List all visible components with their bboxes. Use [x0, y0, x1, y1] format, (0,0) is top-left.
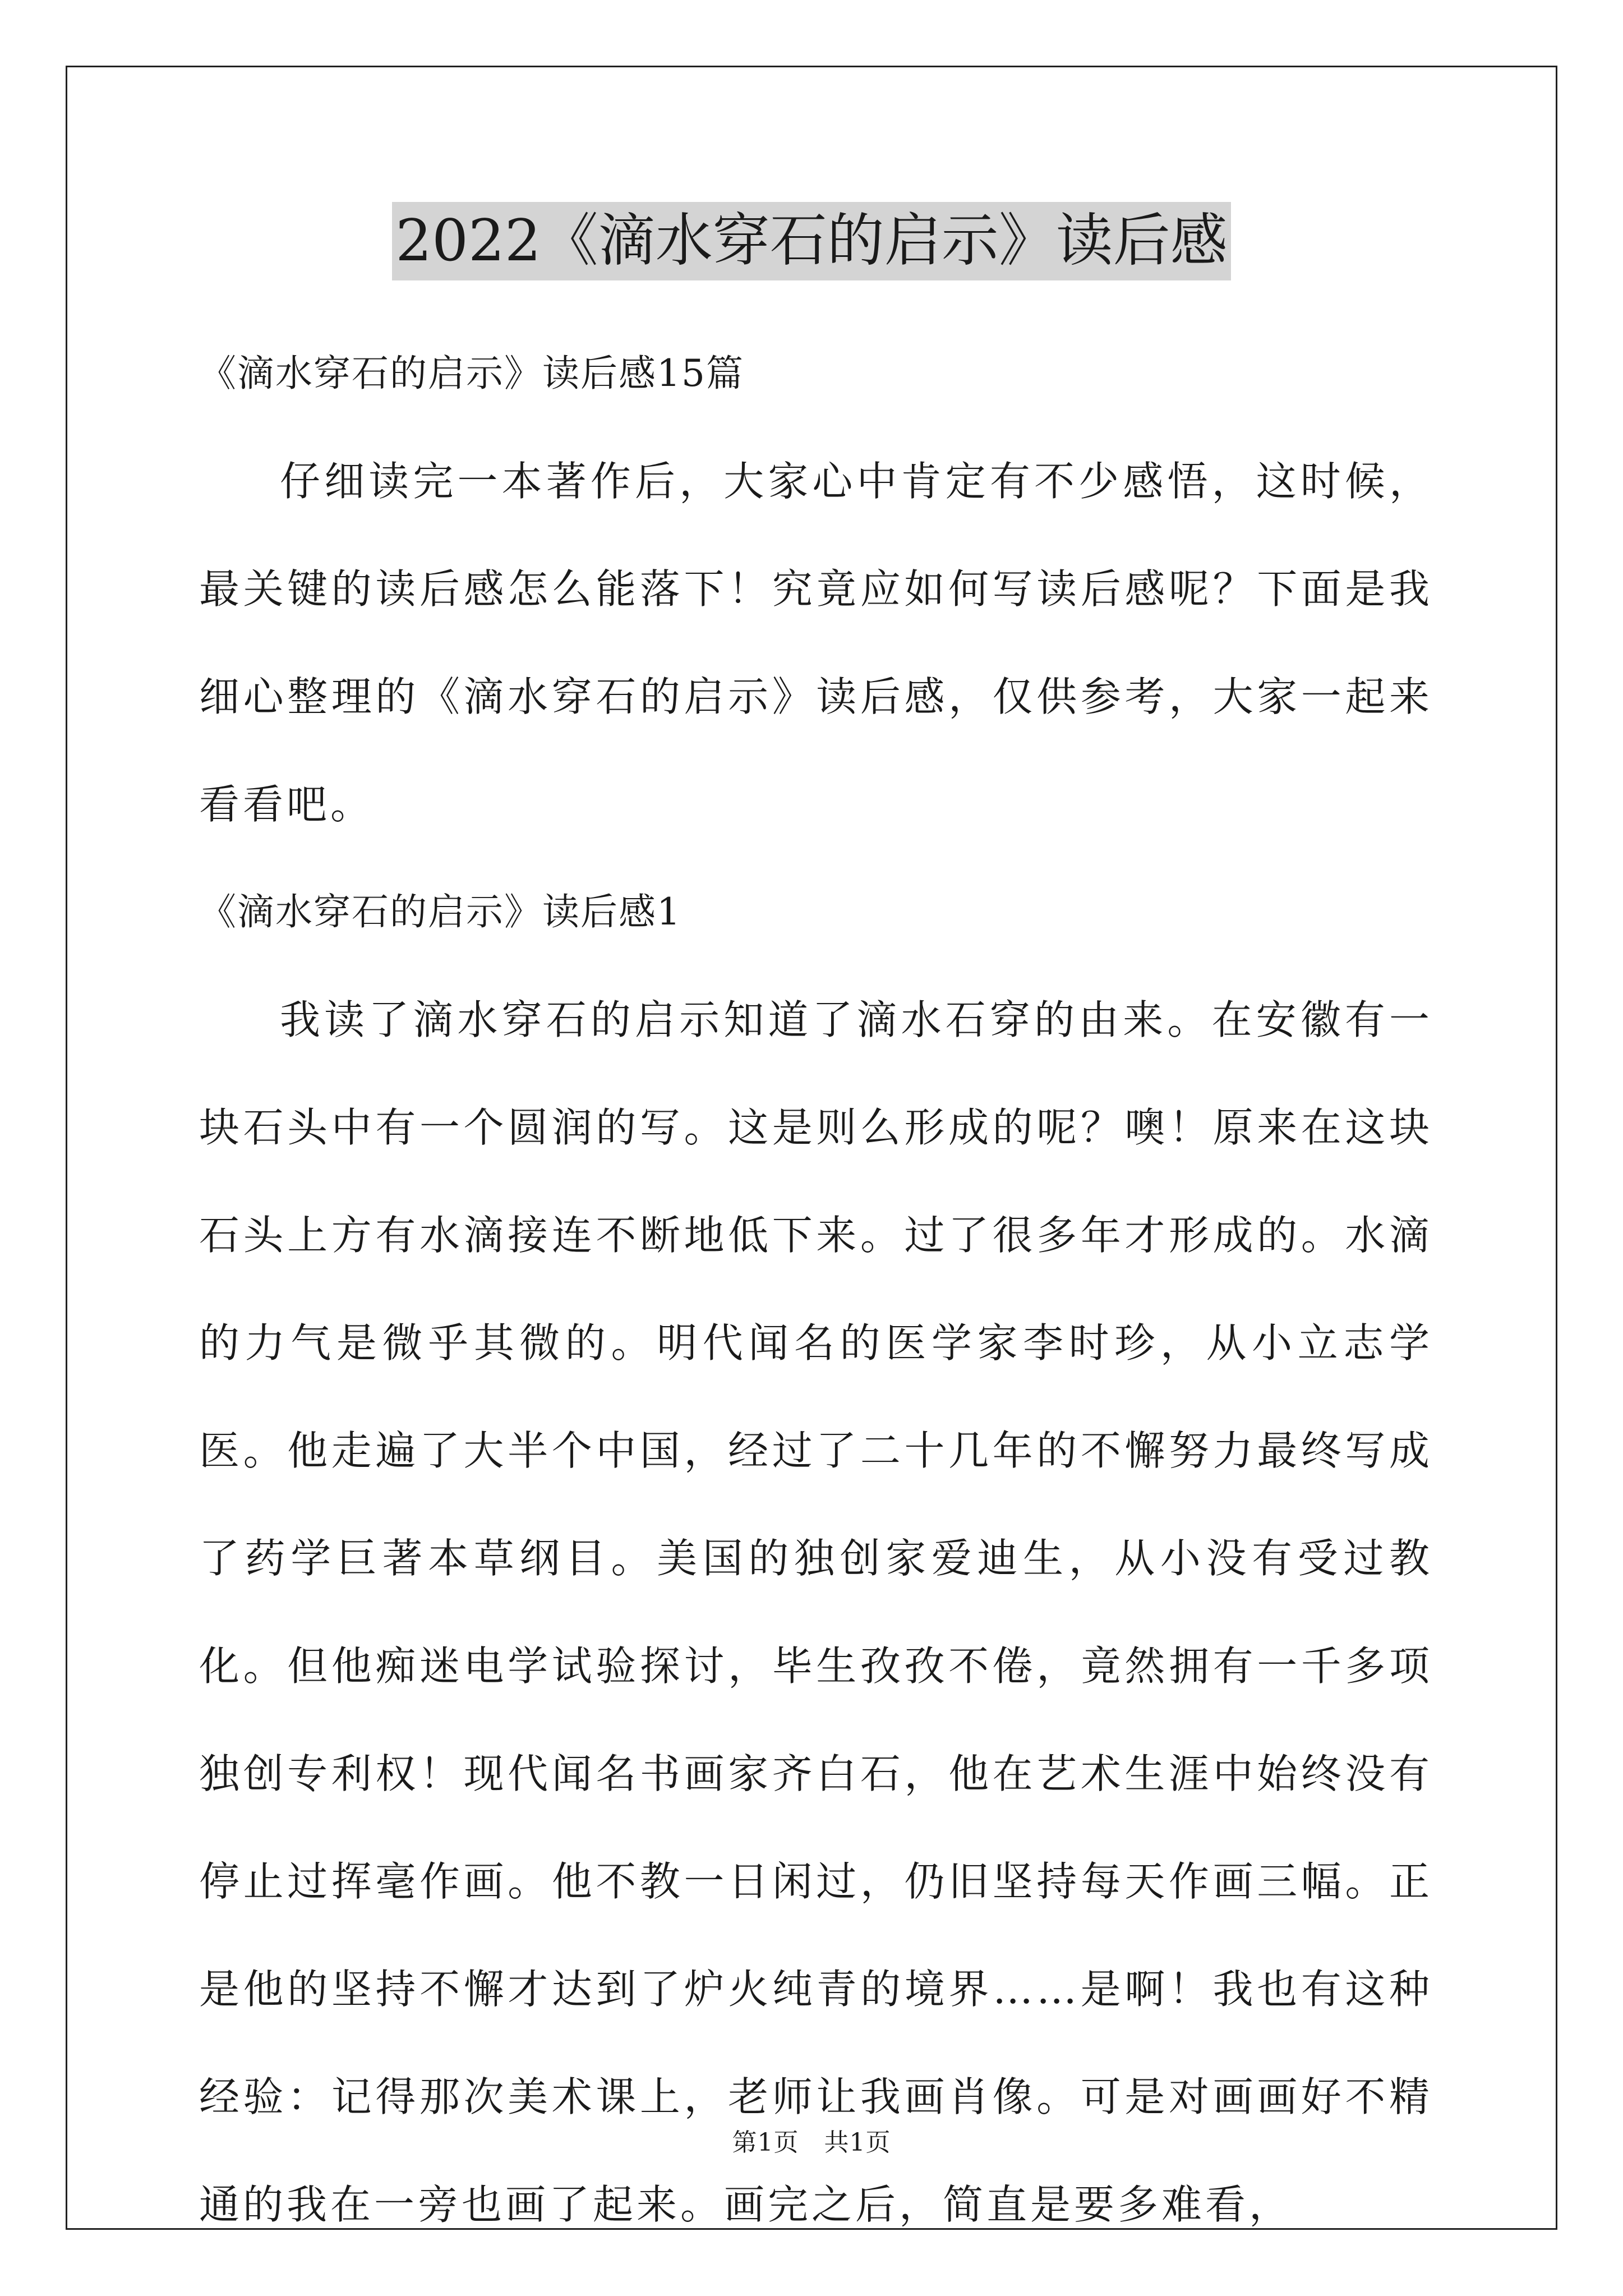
document-body [199, 320, 1433, 2258]
subtitle: 《滴水穿石的启示》读后感15篇 [199, 352, 744, 395]
section-paragraph: 我读了滴水穿石的启示知道了滴水石穿的由来。在安徽有一块石头中有一个圆润的写。这是则么形成的呢？噢！原来在这块石头上方有水滴接连不断地低下来。过了很多年才形成的。水滴的力气是微乎其微的。明代闻名的医学家李时珍，从小立志学医。他走遍了大半个中国，经过了二十几年的不懈努力最终写成了药学巨著本草纲目。美国的独创家爱迪生，从小没有受过教化。但他痴迷电学试验探讨，毕生孜孜不倦，竟然拥有一千多项独创专利权！现代闻名书画家齐白石，他在艺术生涯中始终没有停止过挥毫作画。他不教一日闲过，仍旧坚持每天作画三幅。正是他的坚持不懈才达到了炉火纯青的境界……是啊！我也有这种经验：记得那次美术课上，老师让我画肖像。可是对画画好不精通的我在一旁也画了起来。画完之后，简直是要多难看， [199, 996, 1433, 2228]
document-title-wrap [0, 202, 1623, 280]
document-title: 2022《滴水穿石的启示》读后感 [392, 202, 1231, 280]
page-footer: 第1页 共1页 [732, 2128, 891, 2157]
intro-paragraph: 仔细读完一本著作后，大家心中肯定有不少感悟，这时候，最关键的读后感怎么能落下！究竟应如何写读后感呢？下面是我细心整理的《滴水穿石的启示》读后感，仅供参考，大家一起来看看吧。 [199, 458, 1433, 828]
section-heading: 《滴水穿石的启示》读后感1 [199, 890, 681, 933]
